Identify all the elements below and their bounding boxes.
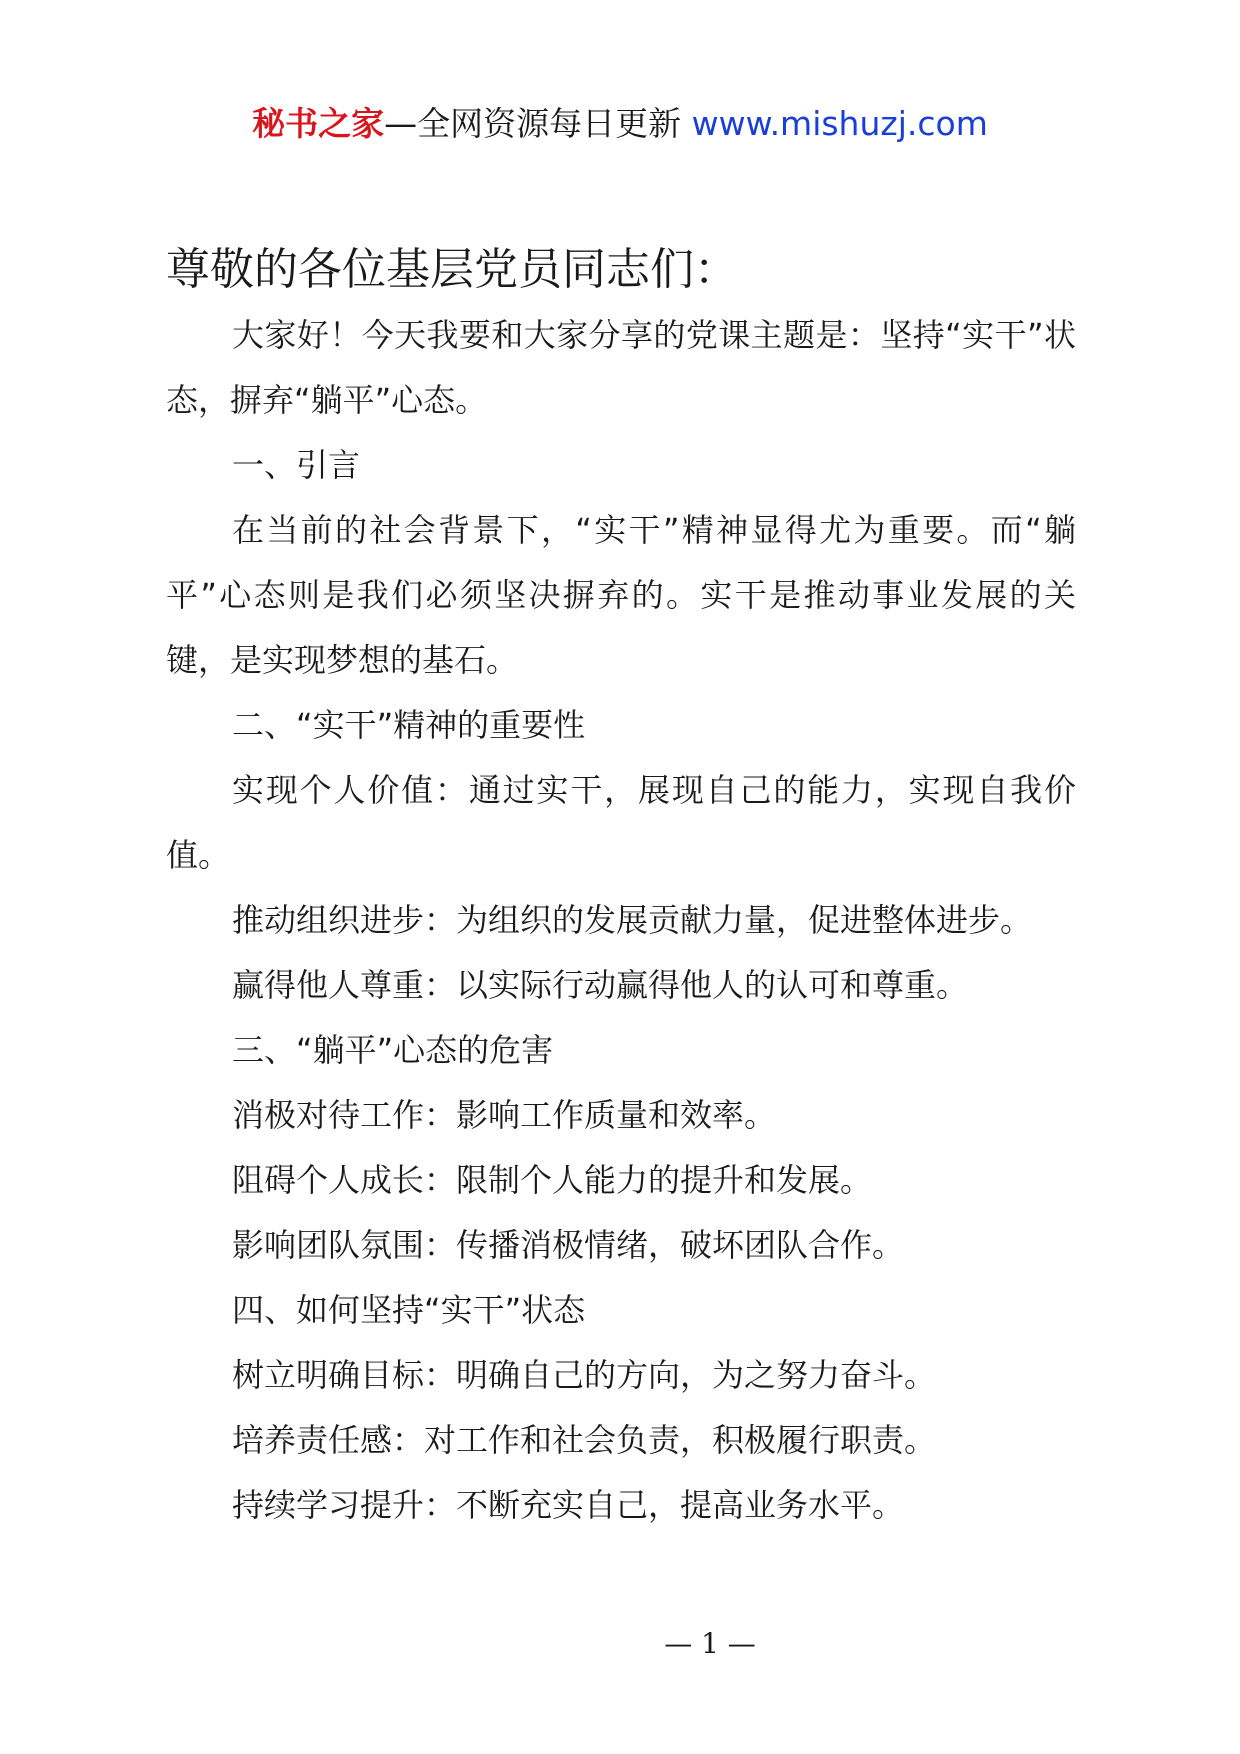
list-item: 实现个人价值：通过实干，展现自己的能力，实现自我价值。 — [166, 771, 1076, 874]
section-heading-4: 四、如何坚持“实干”状态 — [232, 1291, 586, 1329]
greeting-heading: 尊敬的各位基层党员同志们： — [166, 244, 738, 295]
page-footer — [0, 1627, 1240, 1660]
list-item: 赢得他人尊重：以实际行动赢得他人的认可和尊重。 — [232, 966, 969, 1004]
brand-name: 秘书之家 — [252, 104, 385, 143]
list-item: 影响团队氛围：传播消极情绪，破坏团队合作。 — [232, 1226, 905, 1264]
paragraph-intro: 大家好！今天我要和大家分享的党课主题是：坚持“实干”状态，摒弃“躺平”心态。 — [166, 316, 1076, 419]
list-item: 持续学习提升：不断充实自己，提高业务水平。 — [232, 1486, 905, 1524]
page-header — [0, 102, 1240, 146]
site-url-link[interactable]: www.mishuzj.com — [691, 104, 988, 143]
list-item: 推动组织进步：为组织的发展贡献力量，促进整体进步。 — [232, 901, 1033, 939]
list-item: 树立明确目标：明确自己的方向，为之努力奋斗。 — [232, 1356, 937, 1394]
list-item: 培养责任感：对工作和社会负责，积极履行职责。 — [232, 1421, 937, 1459]
page-number: — 1 — — [664, 1627, 756, 1660]
paragraph-list — [166, 303, 1076, 1538]
list-item: 消极对待工作：影响工作质量和效率。 — [232, 1096, 777, 1134]
section-heading-2: 二、“实干”精神的重要性 — [232, 706, 586, 744]
list-item: 阻碍个人成长：限制个人能力的提升和发展。 — [232, 1161, 873, 1199]
paragraph-background: 在当前的社会背景下，“实干”精神显得尤为重要。而“躺平”心态则是我们必须坚决摒弃的。实干是推动事业发展的关键，是实现梦想的基石。 — [166, 511, 1076, 679]
header-tagline: —全网资源每日更新 — [384, 104, 682, 143]
section-heading-1: 一、引言 — [232, 446, 361, 484]
section-heading-3: 三、“躺平”心态的危害 — [232, 1031, 554, 1069]
